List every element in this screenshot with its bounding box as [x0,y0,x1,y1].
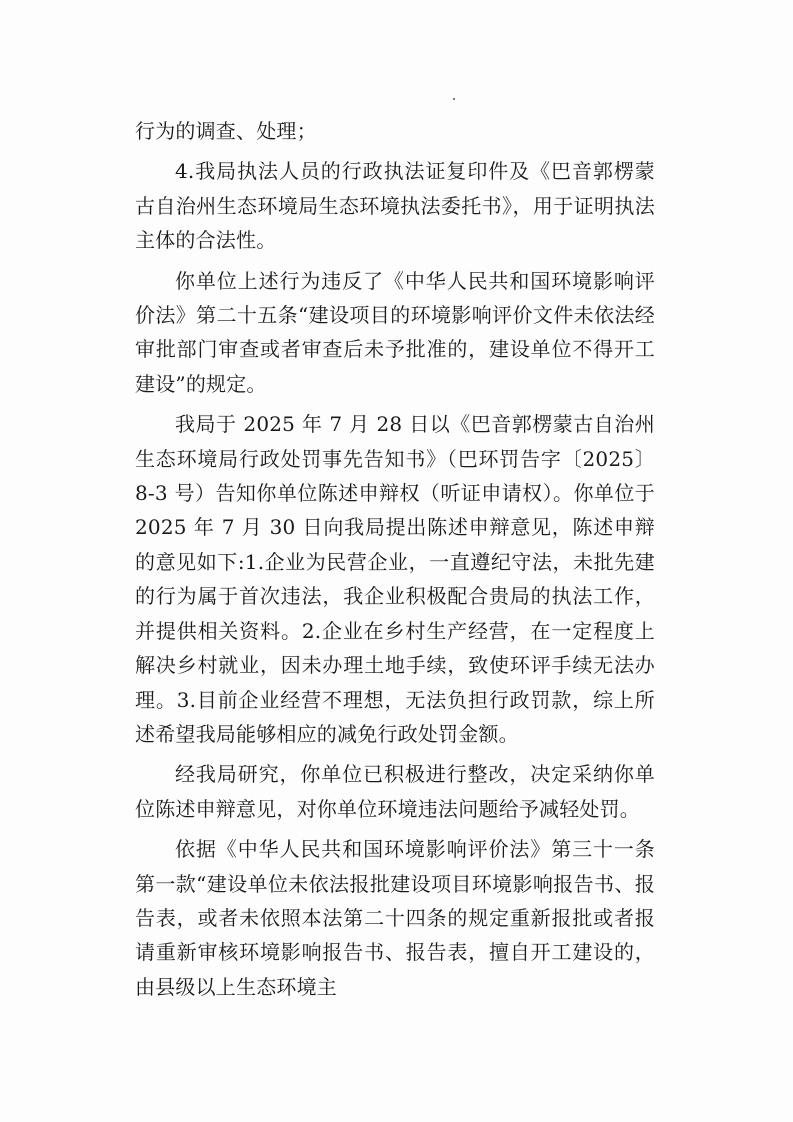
paragraph-violation: 你单位上述行为违反了《中华人民共和国环境影响评价法》第二十五条“建设项目的环境影响评价文件未依法经审批部门审查或者审查后未予批准的，建设单位不得开工建设”的规定。 [135,268,655,396]
paragraph-decision: 经我局研究，你单位已积极进行整改，决定采纳你单位陈述申辩意见，对你单位环境违法问题给予减轻处罚。 [135,762,655,821]
paragraph-notification-defense: 我局于 2025 年 7 月 28 日以《巴音郭楞蒙古自治州生态环境局行政处罚事先告知书》（巴环罚告字〔2025〕8-3 号）告知你单位陈述申辩权（听证申请权）。你单位于 2025 年 7 月 30 日向我局提出陈述申辩意见，陈述申辩的意见如下:1.企业为民营企业，一直遵纪守法，未批先建的行为属于首次违法，我企业积极配合贵局的执法工作，并提供相关资料。2.企业在乡村生产经营，在一定程度上解决乡村就业，因未办理土地手续，致使环评手续无法办理。3.目前企业经营不理想，无法负担行政罚款，综上所述希望我局能够相应的减免行政处罚金额。 [135,412,655,746]
scan-speck [453,98,455,100]
paragraph-continuation: 行为的调查、处理； [135,119,317,143]
paragraph-evidence-4: 4.我局执法人员的行政执法证复印件及《巴音郭楞蒙古自治州生态环境局生态环境执法委托书》，用于证明执法主体的合法性。 [135,159,655,253]
paragraph-legal-basis: 依据《中华人民共和国环境影响评价法》第三十一条第一款“建设单位未依法报批建设项目环境影响报告书、报告表，或者未依照本法第二十四条的规定重新报批或者报请重新审核环境影响报告书、报告表，擅自开工建设的，由县级以上生态环境主 [135,837,655,999]
document-body [135,114,655,1010]
